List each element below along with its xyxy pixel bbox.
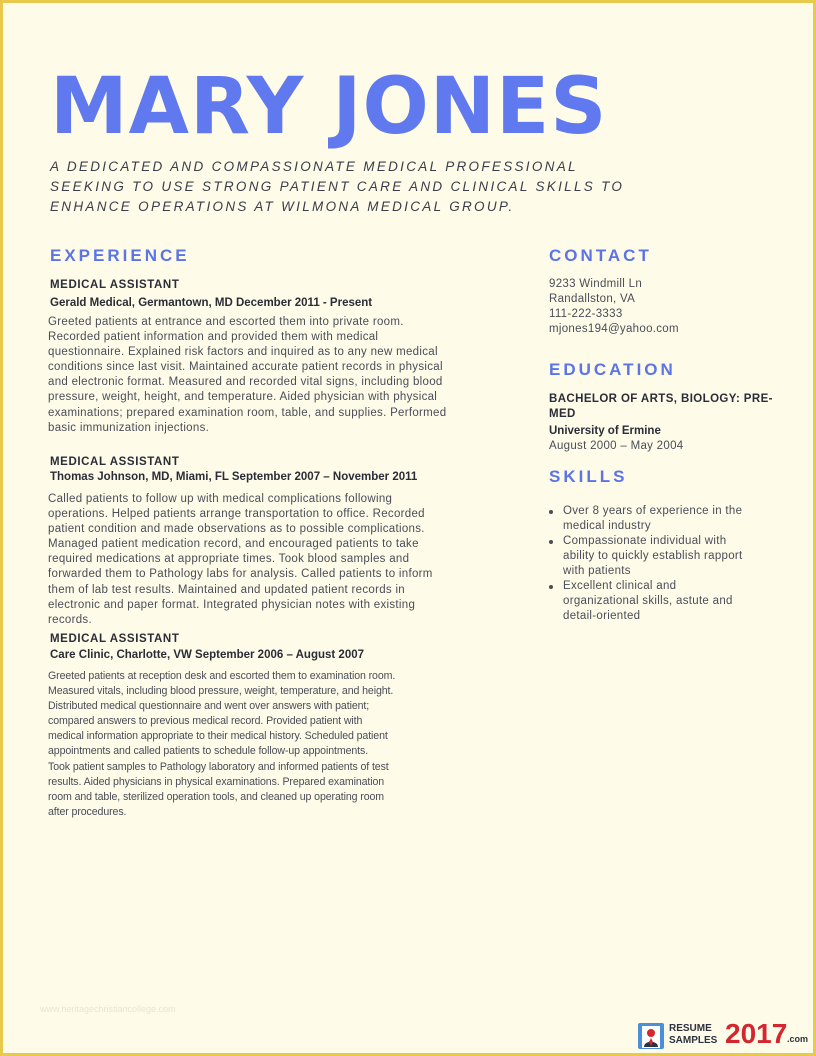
description-line: patient condition and made observations as to possible complications. [48,523,425,536]
education-school: University of Ermine [549,425,661,437]
skills-list [549,504,779,624]
description-line: appointments and called patients to schedule follow-up appointments. [48,745,369,758]
job-description [48,492,488,628]
description-line: operations. Helped patients arrange transportation to office. Recorded [48,508,425,521]
tagline-line: ENHANCE OPERATIONS AT WILMONA MEDICAL GROUP. [50,199,515,214]
skill-item [549,534,779,579]
tagline-line: A DEDICATED AND COMPASSIONATE MEDICAL PROFESSIONAL [50,159,578,174]
description-line: Distributed medical questionnaire and went over answers with patient; [48,700,370,713]
skill-line: organizational skills, astute and [563,595,733,607]
description-line: required medications at appropriate times. Took blood samples and [48,553,410,566]
contact-phone: 111-222-3333 [549,308,623,320]
objective-statement [50,157,650,217]
bullet-icon [549,510,553,514]
resume-person-icon [637,1022,665,1050]
education-heading: EDUCATION [549,360,676,379]
description-line: after procedures. [48,805,127,818]
description-line: Managed patient medication record, and encouraged patients to take [48,538,419,551]
description-line: conditions since last visit. Maintained accurate patient records in physical [48,361,443,374]
description-line: Called patients to follow up with medical complications following [48,493,393,505]
skill-line: detail-oriented [563,610,641,622]
description-line: basic immunization injections. [48,421,210,434]
experience-heading: EXPERIENCE [50,246,190,265]
skill-line: medical industry [563,520,651,532]
description-line: them of lab test results. Maintained and updated patient records in [48,583,405,596]
bullet-icon [549,585,553,589]
skill-line: Excellent clinical and [563,580,677,592]
skill-item [549,504,779,534]
description-line: pressure, weight, height, and temperature. Aided physician with physical [48,391,438,404]
job-employer: Gerald Medical, Germantown, MD December 2011 - Present [50,297,373,309]
description-line: compared answers to previous medical record. Provided patient with [48,715,363,728]
contact-email[interactable]: mjones194@yahoo.com [549,323,679,335]
logo-words [669,1023,717,1047]
skill-line: ability to quickly establish rapport [563,550,743,562]
description-line: Greeted patients at entrance and escorted them into private room. [48,316,404,328]
candidate-name: MARY JONES [50,62,608,152]
contact-street: 9233 Windmill Ln [549,278,643,290]
skill-item [549,579,779,624]
bullet-icon [549,540,553,544]
description-line: examinations; prepared examination room, table, and supplies. Performed [48,406,447,419]
degree-line: MED [549,408,576,420]
education-dates: August 2000 – May 2004 [549,440,684,452]
description-line: results. Aided physicians in physical examinations. Prepared examination [48,775,385,788]
skill-line: Compassionate individual with [563,535,727,547]
description-line: room and table, sterilized operation tools, and cleaned up operating room [48,790,385,803]
watermark: www.heritagechristiancollege.com [40,1004,176,1014]
skills-heading: SKILLS [549,467,628,486]
description-line: electronic and paper format. Integrated physician notes with existing [48,598,416,611]
job-employer: Care Clinic, Charlotte, VW September 2006 – August 2007 [50,649,365,661]
job-description [48,669,468,820]
contact-heading: CONTACT [549,246,652,265]
description-line: forwarded them to Pathology labs for analysis. Called patients to inform [48,568,433,581]
logo-suffix: .com [787,1034,809,1044]
job-title: MEDICAL ASSISTANT [50,633,180,645]
job-employer: Thomas Johnson, MD, Miami, FL September 2007 – November 2011 [50,471,418,483]
description-line: medical information appropriate to their medical history. Scheduled patient [48,730,388,743]
description-line: Took patient samples to Pathology laboratory and informed patients of test [48,760,389,773]
logo-word: RESUME [669,1023,712,1034]
job-title: MEDICAL ASSISTANT [50,279,180,291]
degree-line: BACHELOR OF ARTS, BIOLOGY: PRE- [549,393,773,405]
description-line: records. [48,613,92,626]
job-description [48,315,488,436]
resume-samples-logo[interactable] [637,1020,813,1052]
logo-year: 2017 [725,1018,788,1049]
tagline-line: SEEKING TO USE STRONG PATIENT CARE AND CLINICAL SKILLS TO [50,179,625,194]
contact-city: Randallston, VA [549,293,636,305]
logo-word: SAMPLES [669,1035,718,1046]
description-line: and electronic format. Measured and recorded vital signs, including blood [48,376,443,389]
description-line: questionnaire. Explained risk factors and inquired as to any new medical [48,346,438,359]
description-line: Recorded patient information and provided them with medical [48,331,379,344]
education-degree [549,392,774,422]
skill-line: Over 8 years of experience in the [563,505,743,517]
description-line: Measured vitals, including blood pressure, weight, temperature, and height. [48,685,394,698]
skill-line: with patients [563,565,631,577]
description-line: Greeted patients at reception desk and escorted them to examination room. [48,670,396,682]
job-title: MEDICAL ASSISTANT [50,456,180,468]
